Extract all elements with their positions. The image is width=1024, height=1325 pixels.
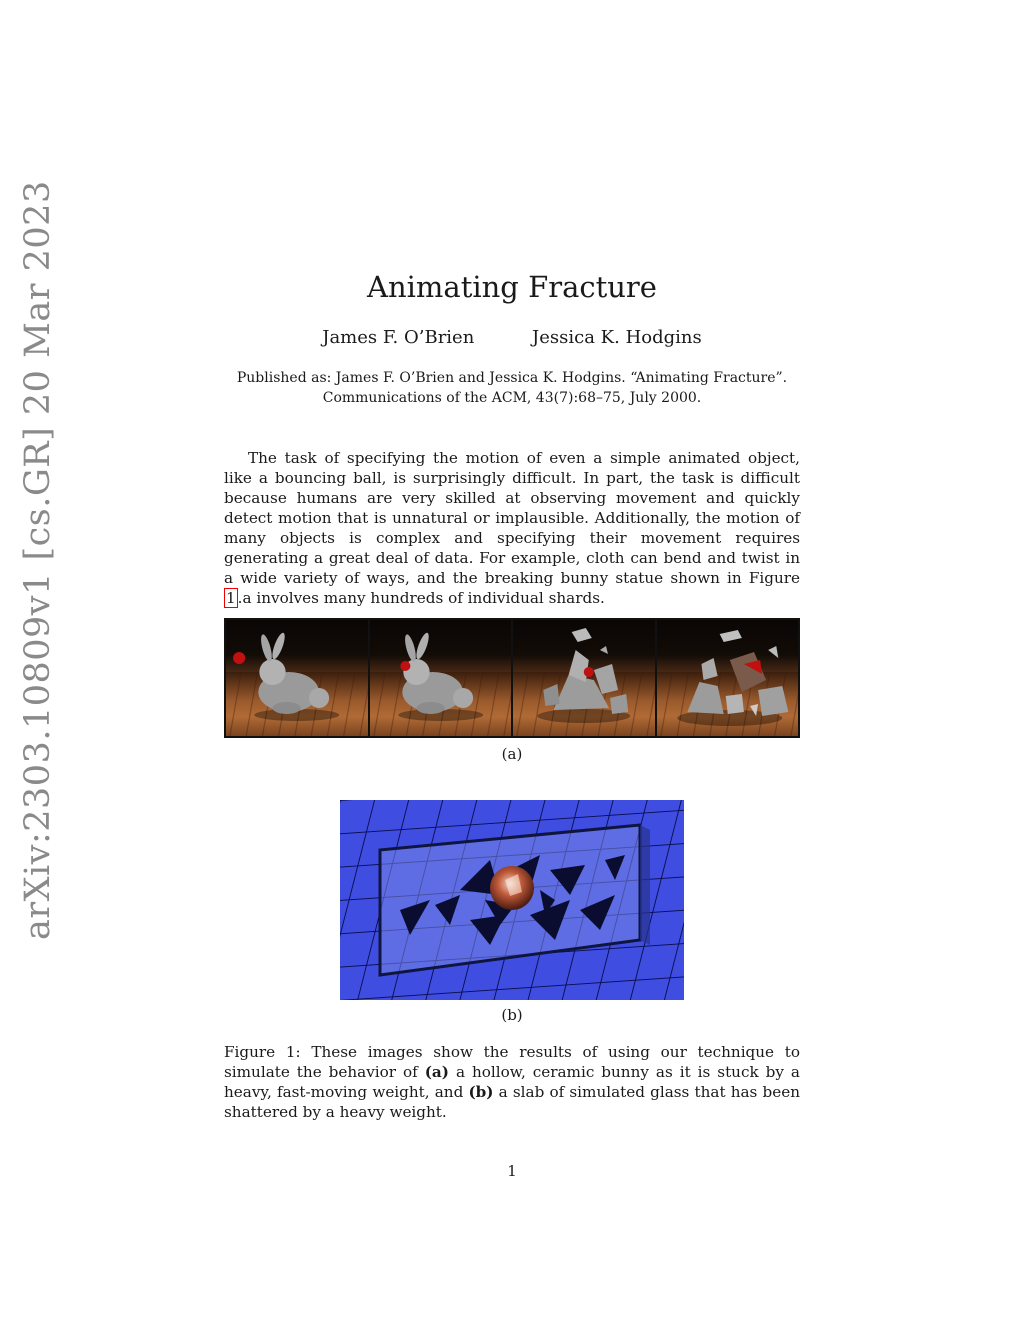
caption-text: Figure 1: These images show the results of using our technique to simulate the behavior of [224,1043,800,1081]
caption-text: a hollow, ceramic bunny as it is stuck by a heavy, fast-moving weight, and [224,1063,800,1101]
author-name: James F. O’Brien [322,327,475,348]
intro-paragraph [224,448,800,608]
paper-title: Animating Fracture [367,270,657,304]
subfigure-label-b: (b) [501,1006,523,1024]
figure-1b-shattered-glass [340,800,684,1000]
publication-line: Communications of the ACM, 43(7):68–75, July 2000. [322,390,702,406]
bunny-frame-3 [513,620,655,736]
bunny-frame-4 [657,620,799,736]
author-name: Jessica K. Hodgins [532,327,702,348]
caption-bold-b: (b) [468,1083,494,1101]
author-list [0,327,1024,348]
paragraph-text: .a involves many hundreds of individual shards. [237,589,605,607]
publication-line: Published as: James F. O’Brien and Jessica K. Hodgins. “Animating Fracture”. [236,370,788,386]
page-number: 1 [507,1162,517,1180]
figure-reference-link[interactable]: 1 [226,589,236,607]
paragraph-text: The task of specifying the motion of even a simple animated object, like a bouncing ball, is surprisingly difficult. In part, the task is difficult because humans are very skilled at observing movement and quickly detect motion that is unnatural or implausible. Additionally, the motion of many objects is complex and specifying their movement requires generating a great deal of data. For example, cloth can bend and twist in a wide variety of ways, and the breaking bunny statue shown in Figure [224,449,800,587]
subfigure-label-a: (a) [501,745,523,763]
caption-text: a slab of simulated glass that has been shattered by a heavy weight. [224,1083,800,1121]
arxiv-identifier: arXiv:2303.10809v1 [cs.GR] 20 Mar 2023 [18,180,58,940]
figure-1a-bunny-sequence [224,618,800,738]
bunny-frame-2 [370,620,512,736]
figure-caption [224,1042,800,1122]
caption-bold-a: (a) [424,1063,449,1081]
bunny-frame-1 [226,620,368,736]
publication-note [0,368,1024,408]
